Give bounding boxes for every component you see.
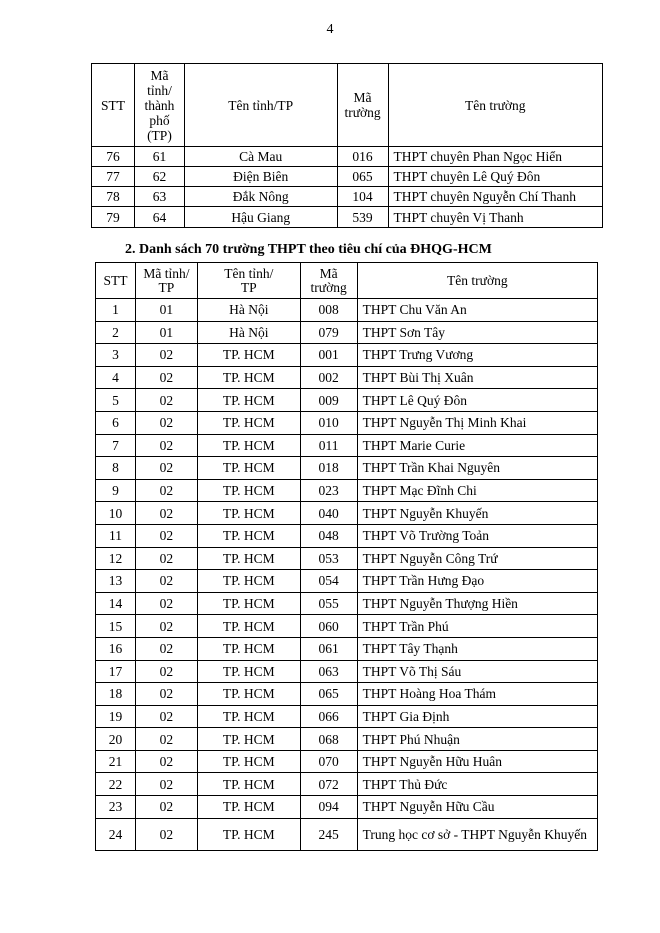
cell-school-code: 245: [300, 818, 357, 850]
cell-province-name: TP. HCM: [197, 818, 300, 850]
cell-province-code: 02: [135, 728, 197, 751]
cell-school-name: THPT Nguyễn Thượng Hiền: [357, 592, 597, 615]
cell-stt: 79: [92, 207, 135, 228]
cell-school-code: 001: [300, 344, 357, 367]
table-row: [96, 366, 598, 389]
header-stt: STT: [96, 263, 136, 299]
cell-province-code: 02: [135, 818, 197, 850]
cell-stt: 22: [96, 773, 136, 796]
cell-province-name: TP. HCM: [197, 660, 300, 683]
cell-province-name: TP. HCM: [197, 773, 300, 796]
cell-province-name: TP. HCM: [197, 637, 300, 660]
table-row: [96, 637, 598, 660]
cell-school-code: 048: [300, 524, 357, 547]
cell-school-name: THPT Trần Hưng Đạo: [357, 570, 597, 593]
cell-province-code: 63: [134, 187, 184, 207]
cell-school-code: 061: [300, 637, 357, 660]
cell-stt: 13: [96, 570, 136, 593]
cell-province-name: TP. HCM: [197, 366, 300, 389]
cell-school-name: THPT Trần Phú: [357, 615, 597, 638]
cell-province-code: 64: [134, 207, 184, 228]
cell-province-code: 02: [135, 615, 197, 638]
cell-school-name: THPT Gia Định: [357, 705, 597, 728]
table-row: [96, 411, 598, 434]
table-row: [96, 728, 598, 751]
cell-school-name: THPT chuyên Nguyễn Chí Thanh: [388, 187, 602, 207]
cell-province-name: Cà Mau: [184, 147, 337, 167]
cell-stt: 9: [96, 479, 136, 502]
table-header-row: [92, 64, 603, 147]
table-row: [96, 321, 598, 344]
cell-stt: 4: [96, 366, 136, 389]
table-row: [92, 167, 603, 187]
table-row: [96, 796, 598, 819]
cell-stt: 3: [96, 344, 136, 367]
cell-province-code: 02: [135, 389, 197, 412]
cell-province-name: TP. HCM: [197, 502, 300, 525]
cell-school-name: THPT Chu Văn An: [357, 299, 597, 322]
header-school-code: Mã trường: [300, 263, 357, 299]
cell-province-code: 02: [135, 411, 197, 434]
cell-province-code: 02: [135, 524, 197, 547]
table-row: [96, 750, 598, 773]
cell-school-code: 054: [300, 570, 357, 593]
table-row: [96, 570, 598, 593]
cell-province-code: 02: [135, 773, 197, 796]
cell-province-code: 01: [135, 321, 197, 344]
table-row: [96, 457, 598, 480]
cell-school-code: 066: [300, 705, 357, 728]
cell-province-code: 02: [135, 796, 197, 819]
cell-school-name: THPT Hoàng Hoa Thám: [357, 683, 597, 706]
cell-province-name: TP. HCM: [197, 457, 300, 480]
header-province-name: Tên tỉnh/TP: [184, 64, 337, 147]
cell-school-name: THPT Sơn Tây: [357, 321, 597, 344]
cell-stt: 10: [96, 502, 136, 525]
cell-stt: 11: [96, 524, 136, 547]
cell-school-code: 094: [300, 796, 357, 819]
cell-school-code: 060: [300, 615, 357, 638]
cell-province-code: 61: [134, 147, 184, 167]
cell-province-code: 02: [135, 683, 197, 706]
header-province-code: Mã tỉnh/ TP: [135, 263, 197, 299]
cell-school-code: 023: [300, 479, 357, 502]
table-row: [92, 147, 603, 167]
cell-province-code: 02: [135, 570, 197, 593]
cell-stt: 5: [96, 389, 136, 412]
cell-province-name: Điện Biên: [184, 167, 337, 187]
cell-school-name: THPT Võ Thị Sáu: [357, 660, 597, 683]
table-row: [96, 434, 598, 457]
cell-province-code: 02: [135, 705, 197, 728]
cell-school-code: 016: [337, 147, 388, 167]
header-school-name: Tên trường: [388, 64, 602, 147]
cell-province-name: TP. HCM: [197, 344, 300, 367]
cell-school-code: 070: [300, 750, 357, 773]
cell-school-code: 063: [300, 660, 357, 683]
cell-stt: 14: [96, 592, 136, 615]
cell-province-name: TP. HCM: [197, 592, 300, 615]
cell-school-code: 055: [300, 592, 357, 615]
cell-province-code: 01: [135, 299, 197, 322]
cell-province-name: TP. HCM: [197, 411, 300, 434]
cell-province-name: Đắk Nông: [184, 187, 337, 207]
header-school-code: Mã trường: [337, 64, 388, 147]
cell-province-name: TP. HCM: [197, 683, 300, 706]
cell-school-name: THPT Nguyễn Thị Minh Khai: [357, 411, 597, 434]
cell-school-name: THPT Nguyễn Khuyến: [357, 502, 597, 525]
cell-province-name: Hậu Giang: [184, 207, 337, 228]
cell-school-name: THPT Trưng Vương: [357, 344, 597, 367]
schools-table-continued: [91, 63, 603, 228]
cell-school-code: 065: [337, 167, 388, 187]
cell-school-name: THPT chuyên Lê Quý Đôn: [388, 167, 602, 187]
cell-school-code: 009: [300, 389, 357, 412]
cell-school-name: THPT Mạc Đĩnh Chi: [357, 479, 597, 502]
table-row: [96, 660, 598, 683]
cell-school-name: THPT chuyên Vị Thanh: [388, 207, 602, 228]
table-row: [96, 479, 598, 502]
page-number: 4: [326, 22, 334, 37]
cell-school-name: THPT Marie Curie: [357, 434, 597, 457]
cell-province-name: TP. HCM: [197, 705, 300, 728]
cell-province-name: TP. HCM: [197, 570, 300, 593]
table-row: [96, 683, 598, 706]
cell-school-code: 008: [300, 299, 357, 322]
table-header-row: [96, 263, 598, 299]
cell-stt: 7: [96, 434, 136, 457]
cell-school-code: 104: [337, 187, 388, 207]
cell-province-name: TP. HCM: [197, 750, 300, 773]
cell-province-name: Hà Nội: [197, 299, 300, 322]
cell-stt: 18: [96, 683, 136, 706]
table-row: [96, 773, 598, 796]
cell-province-name: TP. HCM: [197, 547, 300, 570]
cell-school-code: 068: [300, 728, 357, 751]
cell-province-name: TP. HCM: [197, 524, 300, 547]
table-row: [96, 344, 598, 367]
table-row: [92, 207, 603, 228]
cell-province-code: 02: [135, 479, 197, 502]
table-row: [96, 389, 598, 412]
cell-province-code: 02: [135, 366, 197, 389]
cell-province-code: 02: [135, 434, 197, 457]
header-school-name: Tên trường: [357, 263, 597, 299]
cell-stt: 76: [92, 147, 135, 167]
schools-table-vnu-hcm: [95, 262, 598, 851]
cell-stt: 15: [96, 615, 136, 638]
cell-stt: 24: [96, 818, 136, 850]
cell-school-code: 010: [300, 411, 357, 434]
cell-province-name: TP. HCM: [197, 615, 300, 638]
cell-school-name: THPT Nguyễn Hữu Huân: [357, 750, 597, 773]
cell-stt: 2: [96, 321, 136, 344]
table-row: [96, 299, 598, 322]
cell-province-name: TP. HCM: [197, 479, 300, 502]
header-province-code: Mã tỉnh/ thành phố (TP): [134, 64, 184, 147]
cell-province-name: TP. HCM: [197, 434, 300, 457]
table-row: [96, 818, 598, 850]
cell-province-name: TP. HCM: [197, 389, 300, 412]
table-row: [96, 592, 598, 615]
cell-province-code: 02: [135, 547, 197, 570]
cell-stt: 23: [96, 796, 136, 819]
cell-school-code: 040: [300, 502, 357, 525]
cell-school-name: THPT Võ Trường Toản: [357, 524, 597, 547]
cell-school-name: THPT chuyên Phan Ngọc Hiển: [388, 147, 602, 167]
cell-province-code: 02: [135, 457, 197, 480]
cell-province-name: TP. HCM: [197, 796, 300, 819]
cell-stt: 78: [92, 187, 135, 207]
cell-province-code: 02: [135, 502, 197, 525]
cell-stt: 8: [96, 457, 136, 480]
cell-province-code: 62: [134, 167, 184, 187]
header-province-name: Tên tỉnh/ TP: [197, 263, 300, 299]
cell-school-code: 079: [300, 321, 357, 344]
table-row: [96, 705, 598, 728]
cell-stt: 20: [96, 728, 136, 751]
cell-school-name: THPT Nguyễn Hữu Cầu: [357, 796, 597, 819]
header-stt: STT: [92, 64, 135, 147]
cell-school-name: THPT Lê Quý Đôn: [357, 389, 597, 412]
cell-school-code: 072: [300, 773, 357, 796]
cell-school-name: THPT Phú Nhuận: [357, 728, 597, 751]
cell-province-code: 02: [135, 637, 197, 660]
cell-province-code: 02: [135, 660, 197, 683]
cell-school-name: THPT Tây Thạnh: [357, 637, 597, 660]
cell-stt: 6: [96, 411, 136, 434]
cell-school-code: 011: [300, 434, 357, 457]
cell-province-name: Hà Nội: [197, 321, 300, 344]
cell-stt: 16: [96, 637, 136, 660]
cell-school-code: 053: [300, 547, 357, 570]
cell-school-name: THPT Bùi Thị Xuân: [357, 366, 597, 389]
cell-school-name: THPT Thủ Đức: [357, 773, 597, 796]
cell-school-code: 539: [337, 207, 388, 228]
table-row: [96, 547, 598, 570]
cell-school-name: Trung học cơ sở - THPT Nguyễn Khuyến: [357, 818, 597, 850]
cell-province-code: 02: [135, 592, 197, 615]
table-row: [92, 187, 603, 207]
cell-province-name: TP. HCM: [197, 728, 300, 751]
cell-school-code: 018: [300, 457, 357, 480]
cell-stt: 1: [96, 299, 136, 322]
section-heading: 2. Danh sách 70 trường THPT theo tiêu chí của ĐHQG-HCM: [125, 242, 492, 257]
cell-stt: 12: [96, 547, 136, 570]
cell-stt: 21: [96, 750, 136, 773]
cell-province-code: 02: [135, 750, 197, 773]
cell-school-code: 065: [300, 683, 357, 706]
table-row: [96, 524, 598, 547]
table-row: [96, 502, 598, 525]
cell-stt: 19: [96, 705, 136, 728]
cell-school-name: THPT Trần Khai Nguyên: [357, 457, 597, 480]
cell-school-code: 002: [300, 366, 357, 389]
cell-stt: 17: [96, 660, 136, 683]
table-row: [96, 615, 598, 638]
cell-stt: 77: [92, 167, 135, 187]
cell-school-name: THPT Nguyễn Công Trứ: [357, 547, 597, 570]
cell-province-code: 02: [135, 344, 197, 367]
